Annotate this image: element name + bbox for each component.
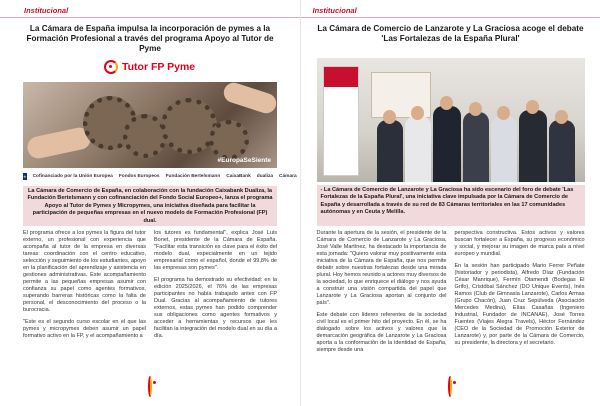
body-paragraph: Este debate con líderes referentes de la sociedad civil local es el primer hito del proyecto. En él, se ha dialogado sobre los activos y valores que la demarcación geográfica de Lanzarote y La Graciosa aporta a la conformación de la identidad de España, siempre desde una xyxy=(316,312,447,353)
body-column-1 xyxy=(317,230,447,359)
person-head xyxy=(526,100,539,114)
photo-hashtag: #EuropaSeSiente xyxy=(217,157,271,164)
lead-paragraph: - La Cámara de Comercio de Lanzarote y La Graciosa ha sido escenario del foro de debate 'Las Fortalezas de la España Plural', una iniciativa clave impulsada por la Cámara de Comercio de España y desarrollada a través de su red de 83 Cámaras territoriales en las 17 comunidades autónomas y en Ceuta y Melilla. xyxy=(317,185,585,226)
body-column-1 xyxy=(23,230,146,345)
lead-paragraph: La Cámara de Comercio de España, en colaboración con la fundación Caixabank Dualiza, la Fundación Bertelsmann y con cofinanciación del Fondo Social Europeo+, lanza el programa Apoyo al Tutor de Pymes y Micropymes, una iniciativa diseñada para facilitar la participación de pequeñas empresas en el nuevo modelo de Formación Profesional (FP) dual. xyxy=(23,186,277,226)
camara-logo-icon xyxy=(448,376,452,397)
article-title: La Cámara de España impulsa la incorporación de pymes a la Formación Profesional a través del programa Apoyo al Tutor de Pyme xyxy=(26,24,274,53)
eu-flag-icon: ★ xyxy=(23,173,27,179)
person-figure xyxy=(549,120,575,182)
footer-logo xyxy=(148,378,152,396)
gear-icon xyxy=(209,120,249,160)
person-figure xyxy=(491,116,517,182)
body-column-2 xyxy=(154,230,277,345)
funder-logo: CaixaBank xyxy=(226,173,251,179)
body-paragraph: En la sesión han participado Mario Ferrer Peñate (historiador y periodista), Alfredo Díaz (Fundación César Manrique), Fermín Otamendi (Bodegas El Grifo), Cristóbal Sánchez (DO Unique Events), Inés Ramos (Club de Gimnasia Lanzarote), Carlos Armas (Grupo Chacón), Juan Cruz Sepúlveda (Asociación Mercedes Medina), Elías Casañas (Ingeniero Industrial, Fundador de INCANAE), José Torres Fuentes (Viajes Alegra Travels), Héctor Fernández (CEO de la Sociedad de Promoción Exterior de Lanzarote) y, por parte de la Cámara de Comercio, su presidente, la directora y el secretario. xyxy=(454,263,585,346)
body-column-2 xyxy=(455,230,585,359)
funder-logo: Fundación Bertelsmann xyxy=(165,173,221,179)
section-label: Institucional xyxy=(312,6,357,15)
funders-strip xyxy=(23,170,297,182)
gears-photo xyxy=(23,82,277,168)
body-paragraph: "Este es el segundo curso escolar en el que las pymes y micropymes deben asumir un papel formativo activo en la FP, y el acompañamiento a xyxy=(23,319,146,339)
funder-logo: Cofinanciado por la Unión Europea xyxy=(32,173,113,179)
article-title: La Cámara de Comercio de Lanzarote y La Graciosa acoge el debate 'Las Fortalezas de la España Plural' xyxy=(317,24,584,43)
body-paragraph: El programa ha demostrado su efectividad: en la edición 2025/2026, el 76% de las empresas participantes no había trabajado antes con FP Dual. Gracias al acompañamiento de tutores externos, estas pymes han podido comprender sus obligaciones como agentes formativos y acceder a herramientas y recursos que les facilitan la integración del modelo dual en su día a día. xyxy=(154,277,277,339)
funder-logo: dualiza xyxy=(256,173,274,179)
body-paragraph: los tutores es fundamental", explica José Luis Bonet, presidente de la Cámara de España. "Facilitar esta transición es clave para el éxito del modelo dual, especialmente en un tejido empresarial como el español, donde el 99,8% de las empresas son pymes". xyxy=(154,230,277,271)
body-paragraph: El programa ofrece a los pymes la figura del tutor externo, un profesional con experiencia que acompaña al tutor de la empresa en diversas tareas: coordinación con el centro educativo, selección y seguimiento de los estudiantes, apoyo en la planificación del aprendizaje y asistencia en gestiones administrativas. Este acompañamiento permite a las pequeñas empresas asumir con confianza su papel como agentes formativos, superando barreras históricas como la falta de personal, el desconocimiento del proceso o la burocracia. xyxy=(23,230,146,313)
person-head xyxy=(469,102,482,116)
person-head xyxy=(411,106,424,120)
section-rule xyxy=(301,17,600,18)
logo-text: Tutor FP Pyme xyxy=(122,61,196,73)
person-head xyxy=(555,110,568,124)
person-head xyxy=(497,106,510,120)
section-label: Institucional xyxy=(24,6,69,15)
roll-up-banner xyxy=(323,66,359,176)
hand-shape xyxy=(25,126,92,161)
person-figure xyxy=(405,116,431,182)
person-head xyxy=(440,96,453,110)
person-figure xyxy=(377,120,403,182)
funder-logo: Cámara xyxy=(279,173,297,179)
group-photo xyxy=(317,58,585,182)
body-columns xyxy=(317,230,585,359)
section-rule xyxy=(0,17,300,18)
person-figure xyxy=(463,112,489,182)
camara-logo-icon xyxy=(148,376,152,397)
person-head xyxy=(383,110,396,124)
body-columns xyxy=(23,230,277,345)
body-paragraph: perspectiva constructiva. Estos activos y valores buscan fortalecer a España, su progreso económico y social, y mejorar su imagen de marca país a nivel europeo y mundial. xyxy=(454,230,585,257)
right-page xyxy=(301,0,600,406)
person-figure xyxy=(519,110,547,182)
body-paragraph: Durante la apertura de la sesión, el presidente de la Cámara de Comercio de Lanzarote y La Graciosa, José Valle Martínez, ha destacado la importancia de esta jornada: "Quiero valorar muy positivamente esta iniciativa de la Cámara de España, que nos permite debatir sobre nuestras fortalezas desde una mirada plural. Hoy hemos reunido a actores muy diversos de la sociedad, lo que enriquece el diálogo y nos ayuda a construir una visión compartida del papel que Lanzarote y La Graciosa aportan al conjunto del país". xyxy=(316,230,447,306)
camara-logo-icon xyxy=(104,60,118,74)
hand-shape xyxy=(221,82,277,116)
funder-logo: Fondos Europeos xyxy=(118,173,160,179)
gear-icon xyxy=(161,98,217,154)
footer-logo xyxy=(448,378,452,396)
tutor-fp-pyme-logo xyxy=(104,60,195,74)
person-figure xyxy=(433,106,461,182)
